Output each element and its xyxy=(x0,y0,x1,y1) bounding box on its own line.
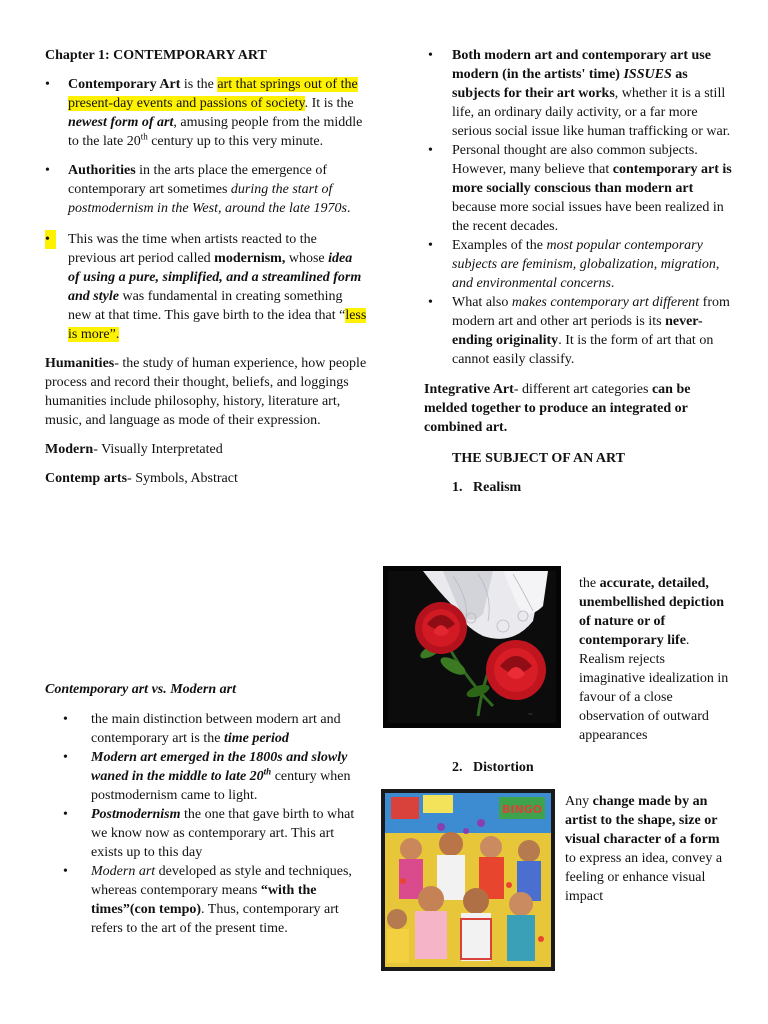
text: Personal thought are also common subjects. However, many believe that xyxy=(452,143,698,177)
right-bullets xyxy=(428,46,734,369)
subject-title: THE SUBJECT OF AN ART xyxy=(452,451,625,466)
highlighted-text: less is more xyxy=(68,308,367,342)
humanities-paragraph xyxy=(45,354,367,430)
list-item xyxy=(63,862,367,938)
bullet-icon: • xyxy=(63,750,68,765)
term-integrative-art: Integrative Art xyxy=(424,382,514,397)
emphasis-text: contemporary art is more socially conscious than modern art xyxy=(452,162,732,196)
text: Examples of the xyxy=(452,238,547,253)
highlighted-text: art that springs out of the present-day events and passions of society xyxy=(68,77,358,111)
emphasis-text: time period xyxy=(223,731,289,746)
term-contemp-arts: Contemp arts xyxy=(45,471,128,486)
bullet-icon: • xyxy=(45,77,50,92)
text: . Realism rejects imaginative idealization in favour of a close observation of outward appearances xyxy=(579,633,729,743)
bullet-icon: • xyxy=(63,864,68,879)
text: ”. xyxy=(109,327,120,342)
emphasis-text: ISSUES xyxy=(623,67,672,82)
emphasis-text: never-ending originality xyxy=(452,314,703,348)
modern-paragraph xyxy=(45,440,367,459)
emphasis-text: accurate, detailed, unembellished depiction of nature or of contemporary life xyxy=(579,576,725,648)
emphasis-text: newest form of art xyxy=(68,115,174,130)
list-item xyxy=(45,161,367,218)
list-item xyxy=(45,75,367,151)
list-item xyxy=(45,230,367,344)
list-item xyxy=(428,46,734,141)
text: - Symbols, Abstract xyxy=(127,471,238,486)
text: from modern art and other art periods is its xyxy=(452,295,730,329)
text: was fundamental in creating something new at that time. This gave birth to the idea that “ xyxy=(68,289,346,323)
vs-bullets xyxy=(63,710,367,938)
bullet-icon: • xyxy=(63,807,68,822)
realism-heading: 1. Realism xyxy=(452,480,522,495)
text: - the study of human experience, how people process and record their thought, beliefs, and loggings humanities include philosophy, history, literature art, music, and language as mode of their expression. xyxy=(45,356,367,428)
list-item xyxy=(63,710,367,748)
list-item xyxy=(428,141,734,236)
list-item xyxy=(428,236,734,293)
bullet-icon: • xyxy=(428,238,433,253)
text: because more social issues have been realized in the recent decades. xyxy=(452,200,724,234)
text: This was the time when artists reacted to the previous art period called xyxy=(68,232,317,266)
realism-description xyxy=(579,574,729,745)
text: Any xyxy=(565,794,593,809)
text: What also xyxy=(452,295,512,310)
roses-image xyxy=(383,566,561,728)
realism-painting xyxy=(383,566,561,728)
term-with-the-times: “with the times”(con tempo) xyxy=(91,883,317,917)
bullet-icon: • xyxy=(45,230,56,249)
distortion-description xyxy=(565,792,733,906)
text: the xyxy=(579,576,600,591)
list-item xyxy=(428,293,734,369)
text: in the arts place the emergence of contemporary art sometimes xyxy=(68,163,328,197)
left-column xyxy=(45,46,367,936)
emphasis-text: as subjects for their art works xyxy=(452,67,688,101)
text: . xyxy=(346,201,351,216)
text: . It is the xyxy=(304,96,354,111)
emphasis-text: can be melded together to produce an integrated or combined art. xyxy=(424,382,691,435)
term-authorities: Authorities xyxy=(68,163,136,178)
term-postmodernism: Postmodernism xyxy=(91,807,181,822)
text: , whether it is a still life, an ordinary daily activity, or a far more serious social issue like human trafficking or war. xyxy=(452,86,731,139)
signature: ~ xyxy=(528,711,534,718)
text: developed as style and techniques, whereas contemporary means xyxy=(91,864,352,898)
intro-bullets xyxy=(45,75,367,344)
superscript: th xyxy=(140,131,148,142)
chapter-title: Chapter 1: CONTEMPORARY ART xyxy=(45,48,267,63)
emphasis-text: makes contemporary art different xyxy=(511,295,700,310)
text: , amusing people from the middle to the late 20 xyxy=(68,115,363,149)
emphasis-text: most popular contemporary subjects are feminism, globalization, migration, and environmental concerns xyxy=(452,238,720,291)
text: to express an idea, convey a feeling or enhance visual impact xyxy=(565,851,723,904)
painting-sign: BINGO xyxy=(502,803,543,816)
right-column xyxy=(424,46,734,497)
festival-image xyxy=(381,789,555,971)
term-modernism: modernism, xyxy=(214,251,286,266)
text: whose xyxy=(285,251,329,266)
bullet-icon: • xyxy=(45,163,50,178)
distortion-painting xyxy=(381,789,555,971)
bullet-icon: • xyxy=(428,143,433,158)
bullet-icon: • xyxy=(63,712,68,727)
list-item xyxy=(63,805,367,862)
text: . Thus, contemporary art refers to the art of the present time. xyxy=(91,902,339,936)
emphasis-text: Modern art xyxy=(91,864,156,879)
text: - Visually Interpretated xyxy=(93,442,223,457)
emphasis-text: idea of using a pure, simplified, and a streamlined form and style xyxy=(68,251,362,304)
emphasis-text: during the start of postmodernism in the West, around the late 1970s xyxy=(68,182,347,216)
bullet-icon: • xyxy=(428,295,433,310)
vs-title: Contemporary art vs. Modern art xyxy=(45,682,236,697)
contemp-paragraph xyxy=(45,469,367,488)
text: the main distinction between modern art and contemporary art is the xyxy=(91,712,341,746)
emphasis-text: change made by an artist to the shape, size or visual character of a form xyxy=(565,794,720,847)
text: the one that gave birth to what we know now as contemporary art. This art exists up to this day xyxy=(91,807,355,860)
superscript: th xyxy=(263,766,272,777)
integrative-paragraph xyxy=(424,380,734,437)
text: . xyxy=(610,276,615,291)
text: century up to this very minute. xyxy=(147,134,324,149)
text: . It is the form of art that on cannot easily classify. xyxy=(452,333,714,367)
text: century when postmodernism came to light. xyxy=(91,769,351,803)
text: is the xyxy=(180,77,218,92)
list-item xyxy=(63,748,367,805)
distortion-heading: 2. Distortion xyxy=(452,760,534,775)
emphasis-text: Both modern art and contemporary art use modern (in the artists' time) xyxy=(452,48,711,82)
term-humanities: Humanities xyxy=(45,356,115,371)
bullet-icon: • xyxy=(428,48,433,63)
text: - different art categories xyxy=(513,382,652,397)
emphasis-text: Modern art emerged in the 1800s and slowly waned in the middle to late 20 xyxy=(91,750,348,784)
term-modern: Modern xyxy=(45,442,94,457)
term-contemporary-art: Contemporary Art xyxy=(68,77,181,92)
